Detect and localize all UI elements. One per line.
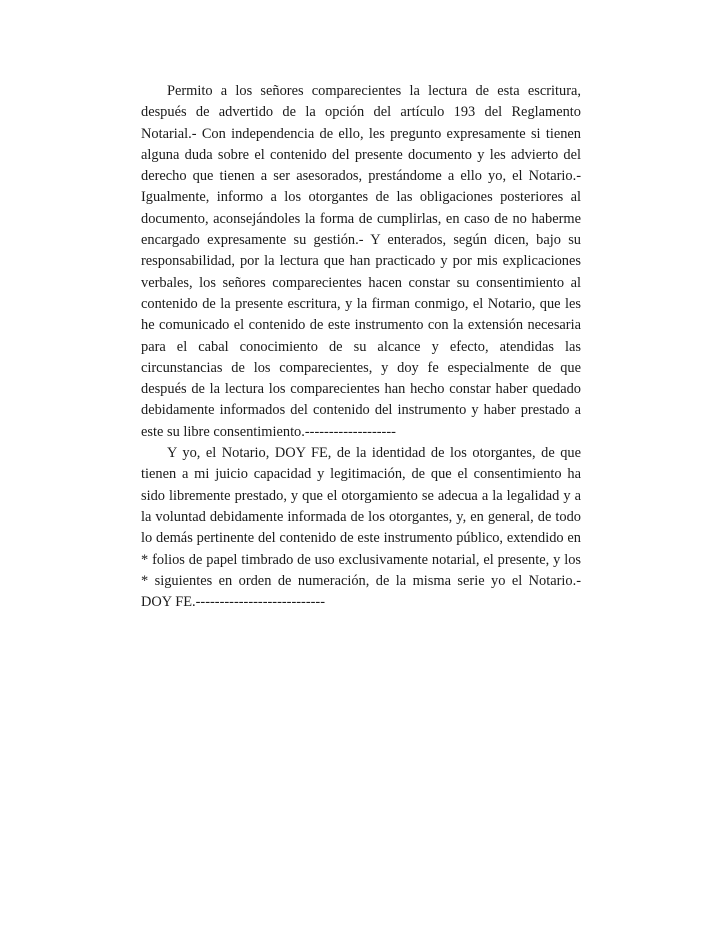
text-line: Permito a los señores comparecientes la lectura de esta escritura, <box>167 83 581 99</box>
text-line: alguna duda sobre el contenido del presente documento y les advierto del <box>141 146 581 163</box>
text-line: verbales, los señores comparecientes hacen constar su consentimiento al <box>141 274 581 291</box>
text-line: después de advertido de la opción del artículo 193 del Reglamento <box>141 104 581 121</box>
document-page <box>141 81 581 613</box>
text-line: circunstancias de los comparecientes, y doy fe especialmente de que <box>141 359 581 376</box>
text-line: DOY FE.--------------------------- <box>141 594 326 611</box>
text-line: Y yo, el Notario, DOY FE, de la identidad de los otorgantes, de que <box>167 445 581 462</box>
text-line: contenido de la presente escritura, y la firman conmigo, el Notario, que les <box>141 295 581 312</box>
text-line: sido libremente prestado, y que el otorgamiento se adecua a la legalidad y a <box>141 487 581 504</box>
text-line: * siguientes en orden de numeración, de la misma serie yo el Notario.- <box>141 572 581 589</box>
text-line: para el cabal conocimiento de su alcance y efecto, atendidas las <box>141 338 581 355</box>
text-line: encargado expresamente su gestión.- Y enterados, según dicen, bajo su <box>141 232 581 249</box>
text-line: la voluntad debidamente informada de los otorgantes, y, en general, de todo <box>141 508 581 525</box>
text-line: Notarial.- Con independencia de ello, les pregunto expresamente si tienen <box>141 125 581 142</box>
text-line: responsabilidad, por la lectura que han practicado y por mis explicaciones <box>141 253 581 270</box>
paragraph-doy-fe <box>141 443 581 613</box>
text-line: lo demás pertinente del contenido de este instrumento público, extendido en <box>141 530 581 547</box>
text-line: derecho que tienen a ser asesorados, prestándome a ello yo, el Notario.- <box>141 168 581 185</box>
paragraph-reading-consent <box>141 81 581 443</box>
text-line: debidamente informados del contenido del instrumento y haber prestado a <box>141 402 581 419</box>
text-line: he comunicado el contenido de este instrumento con la extensión necesaria <box>141 317 581 334</box>
text-line: Igualmente, informo a los otorgantes de las obligaciones posteriores al <box>141 189 581 206</box>
text-line: documento, aconsejándoles la forma de cumplirlas, en caso de no haberme <box>141 210 581 227</box>
text-line: * folios de papel timbrado de uso exclusivamente notarial, el presente, y los <box>141 551 581 568</box>
text-line: después de la lectura los comparecientes han hecho constar haber quedado <box>141 381 581 398</box>
text-line: este su libre consentimiento.------------------- <box>141 423 396 440</box>
text-line: tienen a mi juicio capacidad y legitimación, de que el consentimiento ha <box>141 466 581 483</box>
